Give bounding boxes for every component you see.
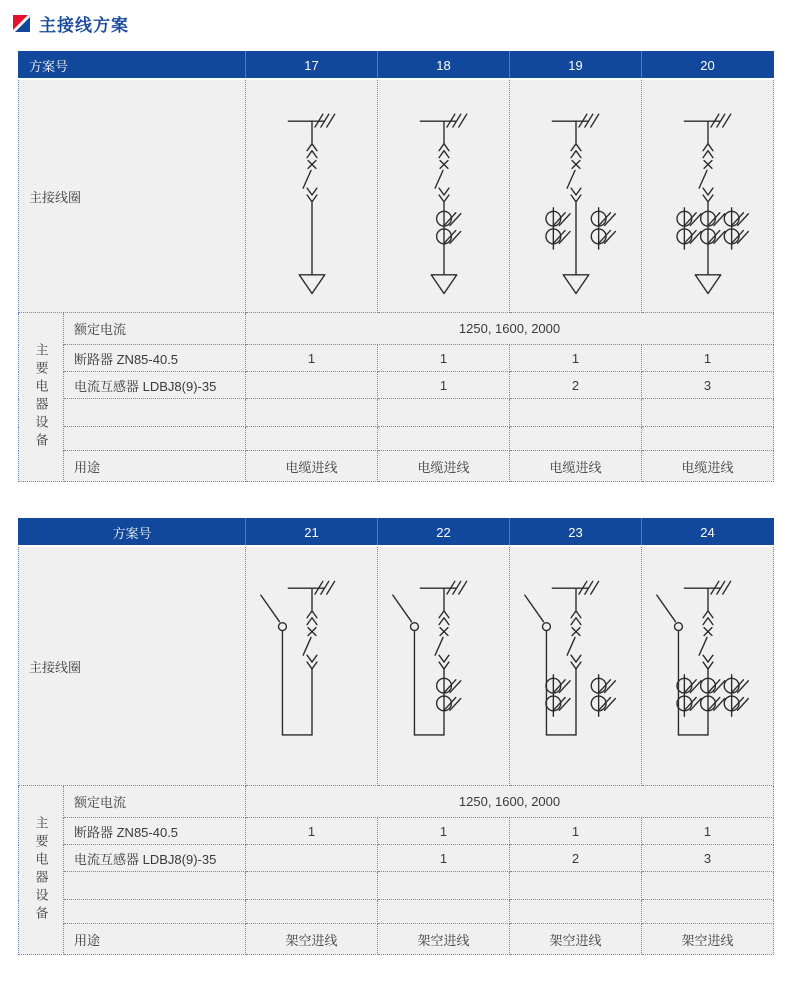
value-cell: 1 [510,345,642,372]
row-label: 电流互感器 LDBJ8(9)-35 [64,372,246,399]
value-cell: 1 [246,818,378,845]
scheme-number-19: 19 [510,52,642,80]
value-cell: 1 [378,845,510,872]
diagram-row [19,546,774,786]
value-cell: 3 [642,372,774,399]
current-transformer-icon [436,211,460,244]
overhead-entry-icon [524,595,575,735]
isolating-contact-bottom-icon [439,655,449,669]
value-cell [378,872,510,900]
diagram-cell-scheme-18 [378,79,510,313]
value-cell [246,399,378,427]
value-cell: 1250, 1600, 2000 [246,313,774,345]
value-cell [510,427,642,451]
table-row [19,818,774,845]
row-label: 额定电流 [64,786,246,818]
single-line-diagram [643,547,773,785]
value-cell: 2 [510,372,642,399]
title-marker-icon [13,15,30,32]
value-cell: 电缆进线 [642,451,774,482]
isolating-contact-bottom-icon [439,188,449,202]
cable-head-icon [563,275,589,294]
value-cell [246,845,378,872]
scheme-number-22: 22 [378,519,510,547]
current-transformer-icon [724,675,748,716]
value-cell [510,900,642,924]
value-cell [510,399,642,427]
breaker-icon [567,628,580,656]
value-cell [378,399,510,427]
breaker-icon [699,628,712,656]
row-label: 电流互感器 LDBJ8(9)-35 [64,845,246,872]
value-cell: 架空进线 [642,924,774,955]
current-transformer-icon [545,675,569,716]
breaker-icon [303,628,316,656]
table-row [19,313,774,345]
single-line-diagram [379,547,509,785]
value-cell: 架空进线 [510,924,642,955]
value-cell: 1 [510,818,642,845]
single-line-diagram [247,547,377,785]
row-label: 断路器 ZN85-40.5 [64,818,246,845]
table-row [19,427,774,451]
diagram-row [19,79,774,313]
value-cell [246,900,378,924]
value-cell [642,872,774,900]
single-line-diagram [643,80,773,312]
scheme-number-17: 17 [246,52,378,80]
value-cell: 1 [378,372,510,399]
isolating-contact-bottom-icon [703,655,713,669]
diagram-cell-scheme-17 [246,79,378,313]
current-transformer-icon [676,675,700,716]
current-transformer-icon [700,211,724,244]
current-transformer-icon [676,208,700,249]
value-cell [246,872,378,900]
isolating-contact-bottom-icon [571,655,581,669]
current-transformer-icon [700,678,724,711]
row-label [64,872,246,900]
single-line-diagram [247,80,377,312]
diagram-row-label: 主接线圈 [19,546,246,786]
value-cell [642,427,774,451]
value-cell: 2 [510,845,642,872]
value-cell: 架空进线 [246,924,378,955]
table-header-row [19,519,774,547]
scheme-no-header: 方案号 [19,519,246,547]
table-row [19,399,774,427]
value-cell [642,399,774,427]
scheme-number-21: 21 [246,519,378,547]
isolating-contact-bottom-icon [307,655,317,669]
value-cell: 3 [642,845,774,872]
value-cell [510,872,642,900]
value-cell: 1 [642,818,774,845]
single-line-diagram [379,80,509,312]
row-label: 断路器 ZN85-40.5 [64,345,246,372]
scheme-number-20: 20 [642,52,774,80]
scheme-table-21-24 [18,518,774,955]
isolating-contact-bottom-icon [571,188,581,202]
group-label-cell [19,786,64,955]
scheme-number-24: 24 [642,519,774,547]
overhead-entry-icon [260,595,311,735]
row-label: 用途 [64,924,246,955]
diagram-cell-scheme-22 [378,546,510,786]
single-line-diagram [511,547,641,785]
table-row [19,345,774,372]
value-cell: 架空进线 [378,924,510,955]
current-transformer-icon [436,678,460,711]
single-line-diagram [511,80,641,312]
overhead-entry-icon [656,595,707,735]
value-cell [378,427,510,451]
scheme-number-18: 18 [378,52,510,80]
value-cell: 电缆进线 [246,451,378,482]
diagram-cell-scheme-24 [642,546,774,786]
diagram-cell-scheme-21 [246,546,378,786]
group-label: 主要电器设备 [33,343,49,451]
diagram-row-label: 主接线圈 [19,79,246,313]
breaker-icon [435,628,448,656]
isolating-contact-bottom-icon [307,188,317,202]
table-row [19,924,774,955]
value-cell: 1 [378,818,510,845]
value-cell [642,900,774,924]
value-cell: 电缆进线 [510,451,642,482]
value-cell [246,427,378,451]
row-label [64,900,246,924]
page-title [13,11,800,36]
value-cell [378,900,510,924]
value-cell [246,372,378,399]
cable-head-icon [299,275,325,294]
breaker-icon [435,161,448,189]
value-cell: 1 [246,345,378,372]
table-row [19,845,774,872]
cable-head-icon [431,275,457,294]
isolating-contact-bottom-icon [703,188,713,202]
table-row [19,900,774,924]
cable-head-icon [695,275,721,294]
current-transformer-icon [591,675,615,716]
value-cell: 电缆进线 [378,451,510,482]
current-transformer-icon [545,208,569,249]
value-cell: 1 [642,345,774,372]
table-header-row [19,52,774,80]
current-transformer-icon [591,208,615,249]
diagram-cell-scheme-20 [642,79,774,313]
scheme-table-17-20 [18,51,774,482]
current-transformer-icon [724,208,748,249]
table-row [19,451,774,482]
breaker-icon [567,161,580,189]
scheme-no-header: 方案号 [19,52,246,80]
table-row [19,372,774,399]
breaker-icon [699,161,712,189]
group-label: 主要电器设备 [33,816,49,924]
row-label: 用途 [64,451,246,482]
table-row [19,872,774,900]
page-title-text: 主接线方案 [39,16,129,35]
scheme-number-23: 23 [510,519,642,547]
value-cell: 1 [378,345,510,372]
group-label-cell [19,313,64,482]
row-label [64,427,246,451]
table-row [19,786,774,818]
overhead-entry-icon [392,595,443,735]
diagram-cell-scheme-23 [510,546,642,786]
row-label [64,399,246,427]
breaker-icon [303,161,316,189]
row-label: 额定电流 [64,313,246,345]
value-cell: 1250, 1600, 2000 [246,786,774,818]
diagram-cell-scheme-19 [510,79,642,313]
